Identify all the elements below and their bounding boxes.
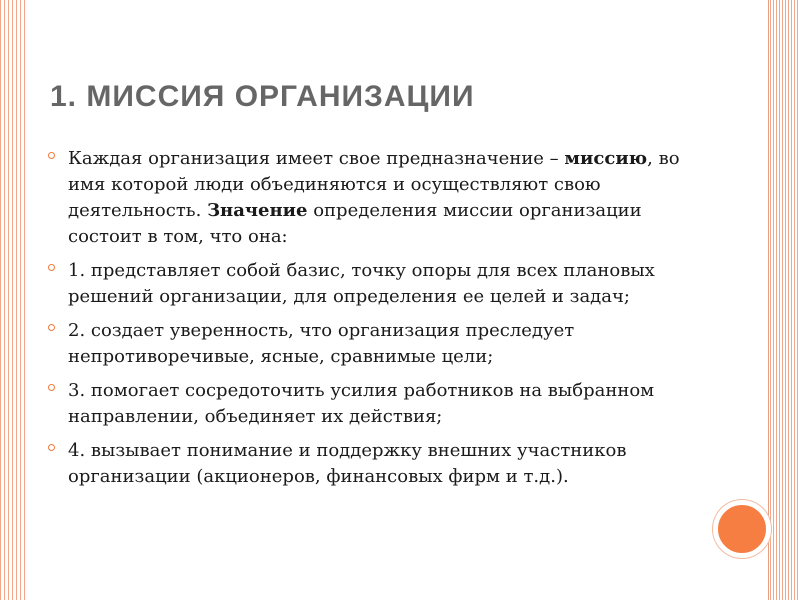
bullet-icon xyxy=(48,444,55,451)
list-item-2 xyxy=(48,318,708,370)
list-item-4 xyxy=(48,438,708,490)
slide-title: 1. МИССИЯ ОРГАНИЗАЦИИ xyxy=(50,80,475,113)
list-item-text: 3. помогает сосредоточить усилия работников на выбранном направлении, объединяет их действия; xyxy=(68,380,655,427)
list-item-text: 2. создает уверенность, что организация преследует непротиворечивые, ясные, сравнимые цели; xyxy=(68,320,575,367)
right-decorative-border xyxy=(768,0,800,600)
left-decorative-border xyxy=(0,0,28,600)
intro-paragraph xyxy=(48,146,708,250)
bullet-icon xyxy=(48,152,55,159)
intro-text-2: , во имя которой люди объединяются и осуществляют свою деятельность. xyxy=(68,148,680,221)
list-item-1 xyxy=(48,258,708,310)
bullet-icon xyxy=(48,264,55,271)
list-item-text: 4. вызывает понимание и поддержку внешних участников организации (акционеров, финансовых фирм и т.д.). xyxy=(68,440,627,487)
bullet-icon xyxy=(48,324,55,331)
intro-text-1: Каждая организация имеет свое предназначение – xyxy=(68,148,565,169)
list-item-text: 1. представляет собой базис, точку опоры для всех плановых решений организации, для определения ее целей и задач; xyxy=(68,260,655,307)
intro-bold-mission: миссию xyxy=(564,148,648,169)
list-item-3 xyxy=(48,378,708,430)
slide-content xyxy=(48,146,708,498)
orange-circle-icon xyxy=(713,500,771,558)
bullet-icon xyxy=(48,384,55,391)
intro-bold-meaning: Значение xyxy=(207,200,308,221)
intro-text-3: определения миссии организации состоит в том, что она: xyxy=(68,200,642,247)
